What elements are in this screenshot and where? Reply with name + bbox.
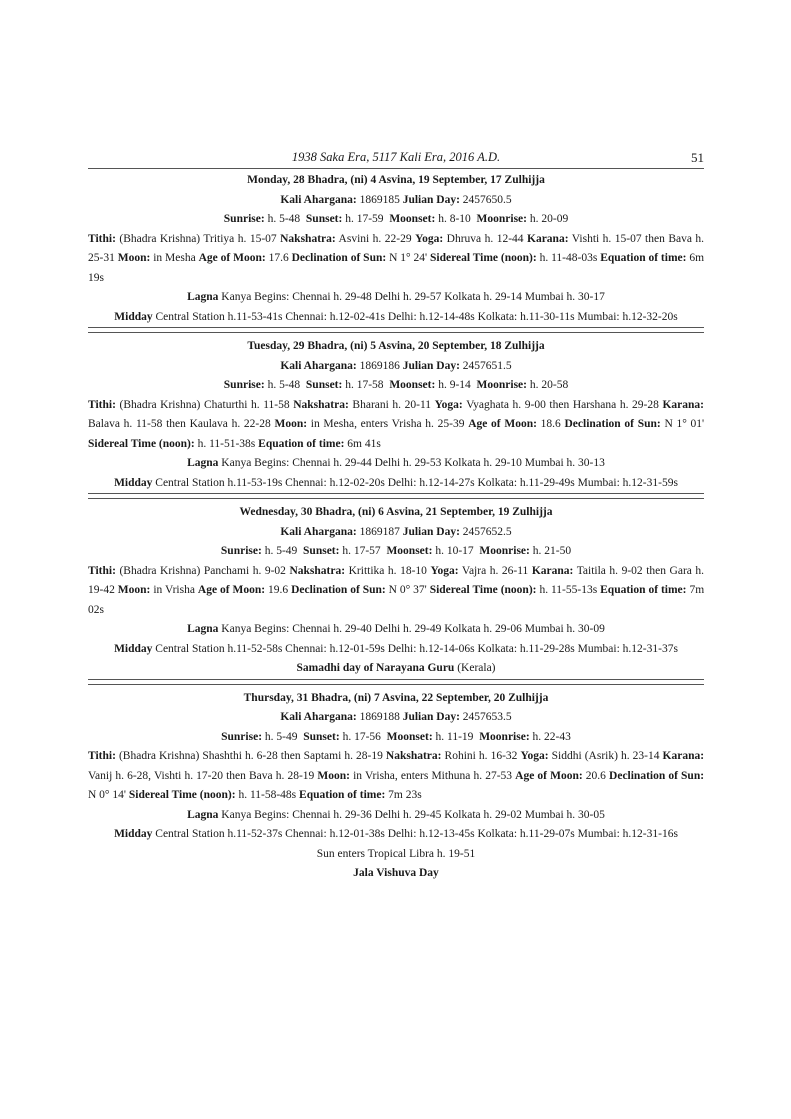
sidereal-time-label: Sidereal Time (noon): — [88, 437, 195, 450]
declination-label: Declination of Sun: — [609, 769, 705, 782]
moon-label: Moon: — [117, 252, 151, 264]
lagna-value: Kanya Begins: Chennai h. 29-48 Delhi h. 29-57 Kolkata h. 29-14 Mumbai h. 30-17 — [221, 291, 605, 303]
moonrise-value: h. 22-43 — [532, 730, 571, 743]
ahargana-line — [88, 523, 704, 543]
declination-value: N 1° 24' — [389, 252, 428, 264]
julian-day-label: Julian Day: — [402, 711, 460, 723]
equation-of-time-value: 7m 02s — [88, 584, 705, 616]
age-of-moon-label: Age of Moon: — [197, 584, 266, 596]
lagna-label: Lagna — [187, 291, 219, 303]
day-title: Monday, 28 Bhadra, (ni) 4 Asvina, 19 September, 17 Zulhijja — [247, 174, 545, 186]
julian-day-label: Julian Day: — [402, 359, 460, 372]
lagna-value: Kanya Begins: Chennai h. 29-40 Delhi h. 29-49 Kolkata h. 29-06 Mumbai h. 30-09 — [221, 623, 605, 635]
page-header — [88, 150, 704, 169]
tithi-label: Tithi: — [88, 750, 116, 762]
sidereal-time-label: Sidereal Time (noon): — [128, 789, 236, 801]
julian-day-value: 2457652.5 — [462, 525, 512, 538]
nakshatra-label: Nakshatra: — [293, 398, 349, 411]
midday-line — [88, 308, 704, 329]
day-entry-monday — [88, 171, 704, 328]
sunrise-value: h. 5-49 — [264, 545, 298, 557]
nakshatra-value: Bharani h. 20-11 — [352, 398, 432, 411]
kali-ahargana-label: Kali Ahargana: — [280, 525, 357, 538]
equation-of-time-value: 6m 19s — [88, 252, 705, 284]
festival-note-plain: (Kerala) — [457, 662, 496, 674]
moonset-value: h. 11-19 — [435, 730, 474, 743]
moonset-value: h. 8-10 — [438, 213, 471, 225]
midday-line — [88, 640, 704, 660]
moonrise-label: Moonrise: — [476, 379, 527, 391]
midday-label: Midday — [114, 642, 153, 655]
age-of-moon-label: Age of Moon: — [198, 252, 266, 264]
declination-label: Declination of Sun: — [291, 584, 386, 596]
declination-label: Declination of Sun: — [564, 418, 661, 430]
day-entry-wednesday — [88, 498, 704, 680]
sun-moon-times — [88, 376, 704, 396]
julian-day-value: 2457653.5 — [462, 711, 512, 723]
page-number: 51 — [691, 150, 704, 165]
sidereal-time-label: Sidereal Time (noon): — [429, 252, 537, 264]
kali-ahargana-value: 1869185 — [359, 193, 400, 206]
karana-label: Karana: — [531, 564, 574, 577]
julian-day-label: Julian Day: — [402, 525, 460, 538]
yoga-value: Dhruva h. 12-44 — [446, 232, 524, 245]
declination-label: Declination of Sun: — [291, 252, 387, 264]
moon-label: Moon: — [117, 584, 151, 596]
sunrise-label: Sunrise: — [223, 379, 265, 391]
sunrise-value: h. 5-48 — [267, 379, 301, 391]
nakshatra-value: Rohini h. 16-32 — [444, 750, 518, 762]
sunrise-value: h. 5-49 — [264, 730, 298, 743]
day-entry-thursday — [88, 684, 704, 884]
tithi-label: Tithi: — [88, 398, 116, 411]
festival-note-bold: Jala Vishuva Day — [353, 867, 439, 879]
kali-ahargana-label: Kali Ahargana: — [280, 193, 357, 206]
lagna-label: Lagna — [187, 808, 219, 821]
moonrise-label: Moonrise: — [479, 545, 530, 557]
nakshatra-value: Krittika h. 18-10 — [348, 564, 427, 577]
kali-ahargana-value: 1869187 — [359, 525, 400, 538]
yoga-label: Yoga: — [434, 398, 463, 411]
age-of-moon-value: 20.6 — [585, 769, 606, 782]
sunset-label: Sunset: — [305, 213, 343, 225]
yoga-value: Siddhi (Asrik) h. 23-14 — [551, 750, 660, 762]
tithi-value: (Bhadra Krishna) Chaturthi h. 11-58 — [119, 398, 290, 411]
julian-day-label: Julian Day: — [402, 193, 460, 206]
sunset-value: h. 17-57 — [342, 545, 381, 557]
declination-value: N 0° 37' — [388, 584, 427, 596]
julian-day-value: 2457650.5 — [462, 193, 512, 206]
sidereal-time-value: h. 11-51-38s — [197, 437, 256, 450]
moon-value: in Vrisha — [153, 584, 195, 596]
solar-event-note: Sun enters Tropical Libra h. 19-51 — [316, 847, 476, 860]
ahargana-line — [88, 708, 704, 728]
equation-of-time-label: Equation of time: — [299, 789, 386, 801]
lagna-line — [88, 454, 704, 474]
sidereal-time-value: h. 11-55-13s — [539, 584, 598, 596]
midday-value: Central Station h.11-52-58s Chennai: h.12-01-59s Delhi: h.12-14-06s Kolkata: h.11-29-28s Mumbai: h.12-31-37s — [155, 642, 678, 655]
karana-value: Vanij h. 6-28, Vishti h. 17-20 then Bava h. 28-19 — [88, 769, 315, 782]
festival-note — [88, 659, 704, 680]
kali-ahargana-value: 1869186 — [359, 359, 400, 372]
tithi-value: (Bhadra Krishna) Tritiya h. 15-07 — [119, 232, 277, 245]
panchang-details — [88, 747, 704, 806]
yoga-label: Yoga: — [415, 232, 444, 245]
midday-label: Midday — [114, 476, 153, 489]
karana-label: Karana: — [662, 398, 705, 411]
karana-label: Karana: — [662, 750, 705, 762]
sunset-value: h. 17-58 — [345, 379, 384, 391]
age-of-moon-value: 17.6 — [268, 252, 289, 264]
midday-value: Central Station h.11-53-41s Chennai: h.12-02-41s Delhi: h.12-14-48s Kolkata: h.11-30-11s Mumbai: h.12-32-20s — [155, 310, 678, 323]
moon-label: Moon: — [274, 418, 308, 430]
moonset-label: Moonset: — [389, 379, 436, 391]
moonset-label: Moonset: — [389, 213, 436, 225]
panchang-details — [88, 396, 704, 455]
karana-value: Balava h. 11-58 then Kaulava h. 22-28 — [88, 418, 271, 430]
sun-moon-times — [88, 728, 704, 748]
ahargana-line — [88, 357, 704, 377]
sunrise-label: Sunrise: — [220, 545, 262, 557]
equation-of-time-label: Equation of time: — [600, 584, 687, 596]
sunrise-label: Sunrise: — [221, 730, 263, 743]
sunset-label: Sunset: — [303, 545, 340, 557]
moonrise-label: Moonrise: — [476, 213, 527, 225]
age-of-moon-label: Age of Moon: — [515, 769, 583, 782]
midday-line — [88, 825, 704, 845]
day-entry-tuesday — [88, 332, 704, 494]
festival-note-bold: Samadhi day of Narayana Guru — [296, 662, 455, 674]
sunset-label: Sunset: — [303, 730, 340, 743]
karana-label: Karana: — [527, 232, 569, 245]
tithi-value: (Bhadra Krishna) Panchami h. 9-02 — [119, 564, 286, 577]
declination-value: N 0° 14' — [88, 789, 126, 801]
day-title: Tuesday, 29 Bhadra, (ni) 5 Asvina, 20 September, 18 Zulhijja — [247, 340, 545, 352]
sun-moon-times — [88, 542, 704, 562]
tithi-label: Tithi: — [88, 564, 116, 577]
moonrise-value: h. 21-50 — [532, 545, 572, 557]
age-of-moon-value: 19.6 — [268, 584, 289, 596]
day-title: Wednesday, 30 Bhadra, (ni) 6 Asvina, 21 September, 19 Zulhijja — [239, 506, 553, 518]
yoga-value: Vyaghata h. 9-00 then Harshana h. 29-28 — [466, 398, 659, 411]
kali-ahargana-label: Kali Ahargana: — [280, 711, 357, 723]
sunrise-label: Sunrise: — [223, 213, 265, 225]
sunset-label: Sunset: — [305, 379, 343, 391]
moon-value: in Mesha — [153, 252, 196, 264]
equation-of-time-value: 6m 41s — [347, 437, 381, 450]
yoga-label: Yoga: — [430, 564, 459, 577]
lagna-line — [88, 620, 704, 640]
midday-label: Midday — [114, 310, 153, 323]
nakshatra-label: Nakshatra: — [385, 750, 442, 762]
lagna-line — [88, 806, 704, 826]
midday-value: Central Station h.11-52-37s Chennai: h.12-01-38s Delhi: h.12-13-45s Kolkata: h.11-29-07s Mumbai: h.12-31-16s — [155, 828, 678, 840]
kali-ahargana-value: 1869188 — [359, 711, 400, 723]
moon-label: Moon: — [317, 769, 350, 782]
nakshatra-label: Nakshatra: — [289, 564, 346, 577]
lagna-label: Lagna — [187, 457, 219, 469]
moonset-label: Moonset: — [386, 730, 433, 743]
karana-value: Taitila h. 9-02 then Gara h. 19-42 — [88, 564, 705, 596]
sidereal-time-label: Sidereal Time (noon): — [429, 584, 537, 596]
equation-of-time-value: 7m 23s — [388, 789, 422, 801]
lagna-value: Kanya Begins: Chennai h. 29-36 Delhi h. 29-45 Kolkata h. 29-02 Mumbai h. 30-05 — [221, 808, 605, 821]
declination-value: N 1° 01' — [664, 418, 705, 430]
age-of-moon-value: 18.6 — [540, 418, 561, 430]
julian-day-value: 2457651.5 — [462, 359, 512, 372]
sunset-value: h. 17-59 — [345, 213, 384, 225]
panchang-details — [88, 230, 704, 289]
moonset-value: h. 10-17 — [435, 545, 474, 557]
yoga-value: Vajra h. 26-11 — [461, 564, 529, 577]
lagna-value: Kanya Begins: Chennai h. 29-44 Delhi h. 29-53 Kolkata h. 29-10 Mumbai h. 30-13 — [221, 457, 605, 469]
karana-value: Vishti h. 15-07 then Bava h. 25-31 — [88, 232, 705, 264]
moonrise-label: Moonrise: — [479, 730, 530, 743]
moonrise-value: h. 20-09 — [529, 213, 569, 225]
moonset-value: h. 9-14 — [438, 379, 471, 391]
day-title: Thursday, 31 Bhadra, (ni) 7 Asvina, 22 September, 20 Zulhijja — [243, 691, 549, 704]
equation-of-time-label: Equation of time: — [600, 252, 687, 264]
yoga-label: Yoga: — [520, 750, 549, 762]
moonrise-value: h. 20-58 — [529, 379, 569, 391]
equation-of-time-label: Equation of time: — [258, 437, 345, 450]
tithi-value: (Bhadra Krishna) Shashthi h. 6-28 then Saptami h. 28-19 — [118, 750, 383, 762]
kali-ahargana-label: Kali Ahargana: — [280, 359, 357, 372]
tithi-label: Tithi: — [88, 232, 116, 245]
nakshatra-label: Nakshatra: — [280, 232, 336, 245]
calendar-content — [88, 171, 704, 884]
sidereal-time-value: h. 11-58-48s — [238, 789, 297, 801]
sidereal-time-value: h. 11-48-03s — [539, 252, 598, 264]
age-of-moon-label: Age of Moon: — [468, 418, 537, 430]
sunset-value: h. 17-56 — [342, 730, 381, 743]
midday-value: Central Station h.11-53-19s Chennai: h.12-02-20s Delhi: h.12-14-27s Kolkata: h.11-29-49s Mumbai: h.12-31-59s — [155, 476, 678, 489]
midday-line — [88, 474, 704, 495]
sunrise-value: h. 5-48 — [267, 213, 301, 225]
nakshatra-value: Asvini h. 22-29 — [338, 232, 412, 245]
moonset-label: Moonset: — [386, 545, 433, 557]
panchang-details — [88, 562, 704, 621]
moon-value: in Vrisha, enters Mithuna h. 27-53 — [353, 769, 513, 782]
lagna-line — [88, 288, 704, 308]
sun-moon-times — [88, 210, 704, 230]
ahargana-line — [88, 191, 704, 211]
lagna-label: Lagna — [187, 623, 219, 635]
midday-label: Midday — [114, 828, 153, 840]
moon-value: in Mesha, enters Vrisha h. 25-39 — [310, 418, 465, 430]
header-title: 1938 Saka Era, 5117 Kali Era, 2016 A.D. — [291, 150, 501, 164]
